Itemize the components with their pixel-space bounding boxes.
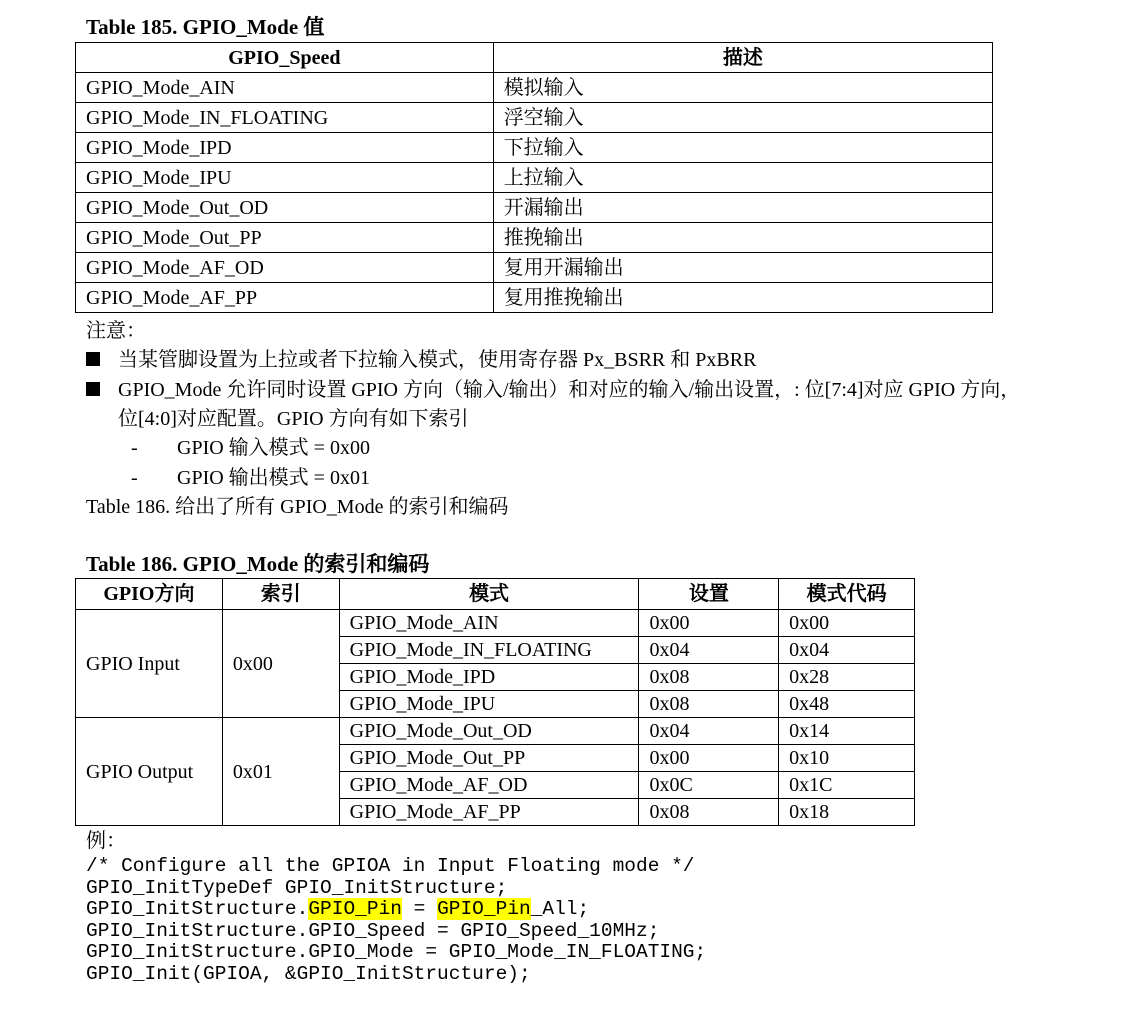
column-header: GPIO_Speed: [76, 43, 494, 73]
mode-code-cell: 0x10: [779, 745, 915, 772]
table-row: [76, 223, 993, 253]
mode-cell: GPIO_Mode_IPU: [76, 163, 494, 193]
mode-cell: GPIO_Mode_AF_PP: [76, 283, 494, 313]
dash-marker: -: [131, 437, 138, 459]
description-cell: 浮空输入: [493, 103, 992, 133]
code-line: GPIO_InitTypeDef GPIO_InitStructure;: [86, 876, 508, 899]
code-token: _All;: [530, 898, 590, 920]
code-line: /* Configure all the GPIOA in Input Floating mode */: [86, 855, 695, 877]
table-row: [76, 103, 993, 133]
code-line: GPIO_InitStructure.GPIO_Speed = GPIO_Speed_10MHz;: [86, 919, 660, 942]
note-bullet-2-text: GPIO_Mode 允许同时设置 GPIO 方向（输入/输出）和对应的输入/输出设置，: 位[7:4]对应 GPIO 方向，: [118, 379, 1021, 401]
mode-code-cell: 0x28: [779, 664, 915, 691]
table-185-caption: Table 185. GPIO_Mode 值: [86, 15, 325, 39]
note-bullet-1: [86, 346, 756, 375]
dash-marker: -: [131, 467, 138, 489]
code-token: =: [401, 898, 438, 920]
mode-cell: GPIO_Mode_AF_PP: [339, 799, 639, 826]
index-cell: 0x01: [222, 718, 339, 826]
table-row: [76, 718, 915, 745]
table-row: [76, 73, 993, 103]
mode-cell: GPIO_Mode_Out_PP: [339, 745, 639, 772]
code-line: GPIO_Init(GPIOA, &GPIO_InitStructure);: [86, 962, 531, 985]
mode-cell: GPIO_Mode_AF_OD: [76, 253, 494, 283]
highlighted-token: GPIO_Pin: [308, 898, 402, 920]
table-row: [76, 253, 993, 283]
mode-cell: GPIO_Mode_Out_OD: [339, 718, 639, 745]
column-header: 模式代码: [779, 579, 915, 610]
note-bullet-2-continuation: 位[4:0]对应配置。GPIO 方向有如下索引: [118, 408, 469, 430]
mode-code-cell: 0x18: [779, 799, 915, 826]
mode-code-cell: 0x14: [779, 718, 915, 745]
mode-code-cell: 0x04: [779, 637, 915, 664]
mode-cell: GPIO_Mode_IPD: [339, 664, 639, 691]
mode-cell: GPIO_Mode_IN_FLOATING: [76, 103, 494, 133]
code-line: [86, 899, 706, 921]
direction-cell: GPIO Output: [76, 718, 223, 826]
mode-cell: GPIO_Mode_AIN: [76, 73, 494, 103]
description-cell: 推挽输出: [493, 223, 992, 253]
table-row: [76, 283, 993, 313]
table-186: [75, 578, 915, 826]
table-row: [76, 610, 915, 637]
code-token: GPIO_InitStructure.: [86, 898, 309, 920]
column-header: 描述: [493, 43, 992, 73]
mode-code-cell: 0x48: [779, 691, 915, 718]
highlighted-token: GPIO_Pin: [437, 898, 531, 920]
setting-cell: 0x08: [639, 664, 779, 691]
notes-title: 注意：: [86, 320, 146, 342]
table-header-row: [76, 579, 915, 610]
description-cell: 复用推挽输出: [493, 283, 992, 313]
column-header: 模式: [339, 579, 639, 610]
example-title: 例：: [86, 830, 126, 852]
table-186-reference: Table 186. 给出了所有 GPIO_Mode 的索引和编码: [86, 496, 509, 518]
mode-cell: GPIO_Mode_Out_PP: [76, 223, 494, 253]
code-block: [86, 856, 706, 985]
setting-cell: 0x0C: [639, 772, 779, 799]
description-cell: 上拉输入: [493, 163, 992, 193]
setting-cell: 0x04: [639, 718, 779, 745]
input-mode-index: GPIO 输入模式 = 0x00: [177, 437, 370, 459]
mode-cell: GPIO_Mode_IN_FLOATING: [339, 637, 639, 664]
note-bullet-2: [86, 376, 1020, 405]
mode-code-cell: 0x1C: [779, 772, 915, 799]
table-header-row: [76, 43, 993, 73]
column-header: GPIO方向: [76, 579, 223, 610]
table-row: [76, 193, 993, 223]
index-cell: 0x00: [222, 610, 339, 718]
table-row: [76, 163, 993, 193]
direction-cell: GPIO Input: [76, 610, 223, 718]
note-bullet-1-text: 当某管脚设置为上拉或者下拉输入模式，使用寄存器 Px_BSRR 和 PxBRR: [118, 349, 757, 371]
table-185: [75, 42, 993, 313]
table-186-caption: Table 186. GPIO_Mode 的索引和编码: [86, 552, 430, 576]
output-mode-index: GPIO 输出模式 = 0x01: [177, 467, 370, 489]
mode-cell: GPIO_Mode_IPU: [339, 691, 639, 718]
mode-cell: GPIO_Mode_Out_OD: [76, 193, 494, 223]
setting-cell: 0x08: [639, 799, 779, 826]
table-row: [76, 133, 993, 163]
setting-cell: 0x08: [639, 691, 779, 718]
description-cell: 下拉输入: [493, 133, 992, 163]
column-header: 索引: [222, 579, 339, 610]
description-cell: 复用开漏输出: [493, 253, 992, 283]
column-header: 设置: [639, 579, 779, 610]
mode-cell: GPIO_Mode_IPD: [76, 133, 494, 163]
setting-cell: 0x04: [639, 637, 779, 664]
setting-cell: 0x00: [639, 610, 779, 637]
square-bullet-icon: [86, 382, 100, 396]
mode-cell: GPIO_Mode_AIN: [339, 610, 639, 637]
setting-cell: 0x00: [639, 745, 779, 772]
code-line: GPIO_InitStructure.GPIO_Mode = GPIO_Mode_IN_FLOATING;: [86, 941, 707, 963]
description-cell: 模拟输入: [493, 73, 992, 103]
mode-code-cell: 0x00: [779, 610, 915, 637]
square-bullet-icon: [86, 352, 100, 366]
mode-cell: GPIO_Mode_AF_OD: [339, 772, 639, 799]
description-cell: 开漏输出: [493, 193, 992, 223]
